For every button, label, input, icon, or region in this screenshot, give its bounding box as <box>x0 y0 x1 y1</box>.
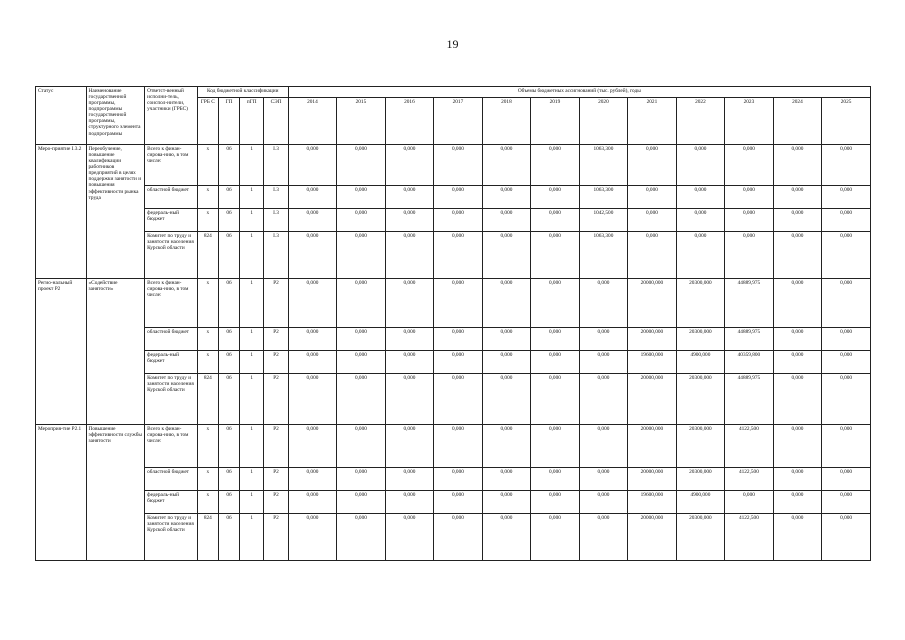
row-value: 20000,000 <box>628 425 677 468</box>
row-value: 0,000 <box>773 145 822 186</box>
row-value: 44889,975 <box>725 374 774 425</box>
row-code: х <box>197 468 218 491</box>
row-name: Повышение эффективности службы занятости <box>86 425 145 561</box>
row-code: х <box>197 186 218 209</box>
row-value: 0,000 <box>482 425 531 468</box>
row-value: 0,000 <box>531 351 580 374</box>
row-value: 0,000 <box>822 468 871 491</box>
row-responsible: федераль-ный бюджет <box>145 491 198 514</box>
row-code: Р2 <box>264 279 288 328</box>
budget-table <box>35 86 871 561</box>
row-code: 1 <box>240 209 264 232</box>
row-value: 20000,000 <box>628 328 677 351</box>
row-value: 0,000 <box>773 491 822 514</box>
row-code: 06 <box>218 351 239 374</box>
row-code: 06 <box>218 468 239 491</box>
row-value: 0,000 <box>822 425 871 468</box>
row-value: 0,000 <box>773 351 822 374</box>
row-value: 0,000 <box>337 425 386 468</box>
row-value: 0,000 <box>822 232 871 279</box>
table-row <box>36 145 871 186</box>
row-value: 0,000 <box>337 468 386 491</box>
row-value: 0,000 <box>288 425 337 468</box>
header-code-group: Код бюджетной классификации <box>197 87 288 98</box>
row-value: 0,000 <box>434 145 483 186</box>
row-value: 0,000 <box>385 351 434 374</box>
row-code: I.3 <box>264 232 288 279</box>
table-row <box>36 514 871 561</box>
row-value: 0,000 <box>822 145 871 186</box>
row-code: 1 <box>240 279 264 328</box>
row-value: 0,000 <box>579 351 628 374</box>
row-status: Мероприя-тие Р2.1 <box>36 425 87 561</box>
row-value: 0,000 <box>773 328 822 351</box>
row-value: 0,000 <box>628 209 677 232</box>
row-code: 06 <box>218 374 239 425</box>
row-value: 0,000 <box>385 425 434 468</box>
row-value: 0,000 <box>482 491 531 514</box>
row-code: 824 <box>197 232 218 279</box>
row-value: 0,000 <box>822 351 871 374</box>
header-responsible: Ответст-венный исполни-тель, соиспол-нители, участники (ГРБС) <box>145 87 198 145</box>
row-value: 0,000 <box>288 232 337 279</box>
row-value: 0,000 <box>482 514 531 561</box>
row-responsible: областной бюджет <box>145 468 198 491</box>
row-value: 0,000 <box>482 209 531 232</box>
row-value: 0,000 <box>434 425 483 468</box>
row-value: 0,000 <box>579 468 628 491</box>
row-code: 06 <box>218 186 239 209</box>
row-code: 1 <box>240 186 264 209</box>
header-year: 2014 <box>288 98 337 145</box>
row-value: 4122,500 <box>725 425 774 468</box>
row-status: Регио-нальный проект Р2 <box>36 279 87 425</box>
row-code: х <box>197 279 218 328</box>
row-value: 20000,000 <box>628 279 677 328</box>
header-year: 2015 <box>337 98 386 145</box>
row-value: 0,000 <box>822 186 871 209</box>
row-value: 0,000 <box>288 145 337 186</box>
row-value: 0,000 <box>434 328 483 351</box>
row-value: 0,000 <box>385 186 434 209</box>
row-code: 06 <box>218 279 239 328</box>
row-code: 1 <box>240 145 264 186</box>
table-body <box>36 145 871 561</box>
row-value: 0,000 <box>531 328 580 351</box>
row-value: 0,000 <box>676 145 725 186</box>
row-value: 0,000 <box>822 279 871 328</box>
row-value: 0,000 <box>337 186 386 209</box>
row-value: 0,000 <box>385 491 434 514</box>
row-value: 0,000 <box>773 279 822 328</box>
row-code: 06 <box>218 514 239 561</box>
row-responsible: федераль-ный бюджет <box>145 351 198 374</box>
row-code: 06 <box>218 425 239 468</box>
row-value: 19600,000 <box>628 351 677 374</box>
row-value: 0,000 <box>288 514 337 561</box>
row-code: I.3 <box>264 209 288 232</box>
row-value: 0,000 <box>773 425 822 468</box>
row-value: 0,000 <box>822 328 871 351</box>
table-row <box>36 425 871 468</box>
row-value: 0,000 <box>482 468 531 491</box>
row-value: 0,000 <box>579 514 628 561</box>
row-value: 19600,000 <box>628 491 677 514</box>
header-year: 2017 <box>434 98 483 145</box>
row-value: 0,000 <box>822 514 871 561</box>
row-value: 0,000 <box>628 186 677 209</box>
row-code: Р2 <box>264 491 288 514</box>
header-name: Наименование государственной программы, подпрограммы государственной программы, структурного элемента подпрограммы <box>86 87 145 145</box>
row-value: 0,000 <box>628 232 677 279</box>
row-value: 20300,000 <box>676 514 725 561</box>
table-row <box>36 468 871 491</box>
row-value: 0,000 <box>337 232 386 279</box>
row-value: 0,000 <box>288 328 337 351</box>
row-value: 0,000 <box>482 232 531 279</box>
header-code-col: пГП <box>240 98 264 145</box>
row-value: 0,000 <box>725 491 774 514</box>
row-responsible: областной бюджет <box>145 328 198 351</box>
row-value: 0,000 <box>482 145 531 186</box>
row-responsible: Комитет по труду и занятости населения Курской области <box>145 514 198 561</box>
row-value: 0,000 <box>773 209 822 232</box>
row-value: 40359,800 <box>725 351 774 374</box>
row-code: 824 <box>197 374 218 425</box>
row-value: 4122,500 <box>725 514 774 561</box>
header-year: 2020 <box>579 98 628 145</box>
row-value: 0,000 <box>531 279 580 328</box>
row-value: 0,000 <box>773 232 822 279</box>
row-value: 0,000 <box>337 374 386 425</box>
row-code: х <box>197 491 218 514</box>
header-status: Статус <box>36 87 87 145</box>
row-value: 4900,000 <box>676 351 725 374</box>
table-row <box>36 374 871 425</box>
row-value: 0,000 <box>725 209 774 232</box>
row-value: 0,000 <box>773 374 822 425</box>
row-value: 0,000 <box>288 186 337 209</box>
row-value: 0,000 <box>434 374 483 425</box>
row-value: 0,000 <box>434 514 483 561</box>
row-code: 06 <box>218 328 239 351</box>
page-number: 19 <box>446 37 459 51</box>
row-value: 0,000 <box>531 468 580 491</box>
row-responsible: Комитет по труду и занятости населения Курской области <box>145 232 198 279</box>
row-value: 0,000 <box>434 491 483 514</box>
row-name: Переобучение, повышение квалификации работников предприятий в целях поддержки занятости и повышения эффективности рынка труда <box>86 145 145 279</box>
row-code: Р2 <box>264 328 288 351</box>
row-value: 0,000 <box>434 351 483 374</box>
row-value: 4900,000 <box>676 491 725 514</box>
table-row <box>36 351 871 374</box>
row-code: 06 <box>218 232 239 279</box>
row-responsible: Всего к финан-сирова-нию, в том числе: <box>145 425 198 468</box>
row-code: I.3 <box>264 145 288 186</box>
row-value: 20300,000 <box>676 468 725 491</box>
row-value: 1042,500 <box>579 209 628 232</box>
row-value: 0,000 <box>288 351 337 374</box>
header-volumes-group: Объемы бюджетных ассигнований (тыс. рублей), годы <box>288 87 870 98</box>
row-code: Р2 <box>264 468 288 491</box>
row-value: 0,000 <box>337 279 386 328</box>
row-value: 0,000 <box>434 186 483 209</box>
row-value: 0,000 <box>434 209 483 232</box>
row-value: 0,000 <box>773 468 822 491</box>
row-responsible: Всего к финан-сирова-нию, в том числе: <box>145 145 198 186</box>
row-code: 06 <box>218 209 239 232</box>
row-value: 0,000 <box>579 491 628 514</box>
row-value: 0,000 <box>579 374 628 425</box>
row-value: 0,000 <box>288 468 337 491</box>
row-value: 0,000 <box>822 209 871 232</box>
header-year: 2018 <box>482 98 531 145</box>
row-value: 0,000 <box>531 186 580 209</box>
row-value: 1063,300 <box>579 232 628 279</box>
row-value: 0,000 <box>385 328 434 351</box>
row-value: 0,000 <box>385 232 434 279</box>
row-value: 0,000 <box>579 279 628 328</box>
row-value: 20300,000 <box>676 374 725 425</box>
row-code: 824 <box>197 514 218 561</box>
row-code: 1 <box>240 328 264 351</box>
row-value: 1063,300 <box>579 186 628 209</box>
row-value: 20000,000 <box>628 468 677 491</box>
header-year: 2023 <box>725 98 774 145</box>
row-value: 0,000 <box>482 374 531 425</box>
row-code: 06 <box>218 145 239 186</box>
row-value: 44889,975 <box>725 328 774 351</box>
row-code: 1 <box>240 232 264 279</box>
row-value: 0,000 <box>531 145 580 186</box>
header-code-col: СЭП <box>264 98 288 145</box>
row-value: 0,000 <box>482 328 531 351</box>
row-value: 0,000 <box>725 232 774 279</box>
row-code: х <box>197 351 218 374</box>
row-value: 0,000 <box>288 491 337 514</box>
row-value: 0,000 <box>288 279 337 328</box>
row-value: 0,000 <box>337 351 386 374</box>
row-value: 0,000 <box>385 514 434 561</box>
row-value: 0,000 <box>676 186 725 209</box>
row-code: 1 <box>240 468 264 491</box>
row-code: Р2 <box>264 351 288 374</box>
row-value: 20000,000 <box>628 374 677 425</box>
row-code: х <box>197 328 218 351</box>
row-code: х <box>197 425 218 468</box>
row-value: 0,000 <box>531 491 580 514</box>
row-value: 0,000 <box>385 209 434 232</box>
row-value: 0,000 <box>337 145 386 186</box>
row-value: 0,000 <box>773 186 822 209</box>
row-responsible: областной бюджет <box>145 186 198 209</box>
row-code: х <box>197 209 218 232</box>
header-year: 2016 <box>385 98 434 145</box>
row-responsible: Комитет по труду и занятости населения Курской области <box>145 374 198 425</box>
header-year: 2025 <box>822 98 871 145</box>
row-code: Р2 <box>264 374 288 425</box>
row-code: 1 <box>240 491 264 514</box>
row-value: 0,000 <box>337 328 386 351</box>
header-row-1 <box>36 87 871 98</box>
table-row <box>36 279 871 328</box>
row-value: 0,000 <box>531 232 580 279</box>
table-row <box>36 186 871 209</box>
row-value: 0,000 <box>434 232 483 279</box>
row-value: 4122,500 <box>725 468 774 491</box>
row-value: 0,000 <box>482 351 531 374</box>
row-value: 0,000 <box>385 468 434 491</box>
row-value: 20300,000 <box>676 279 725 328</box>
row-value: 0,000 <box>337 491 386 514</box>
table-row <box>36 209 871 232</box>
row-code: I.3 <box>264 186 288 209</box>
row-value: 0,000 <box>725 145 774 186</box>
row-name: «Содействие занятости» <box>86 279 145 425</box>
row-value: 0,000 <box>676 232 725 279</box>
header-year: 2024 <box>773 98 822 145</box>
header-year: 2021 <box>628 98 677 145</box>
header-year: 2022 <box>676 98 725 145</box>
row-value: 0,000 <box>822 491 871 514</box>
row-value: 0,000 <box>385 374 434 425</box>
row-value: 0,000 <box>288 374 337 425</box>
header-code-col: ГП <box>218 98 239 145</box>
row-value: 0,000 <box>385 279 434 328</box>
row-value: 0,000 <box>288 209 337 232</box>
row-value: 20000,000 <box>628 514 677 561</box>
row-value: 0,000 <box>822 374 871 425</box>
row-status: Меро-приятие I.3.2 <box>36 145 87 279</box>
row-code: Р2 <box>264 514 288 561</box>
row-responsible: Всего к финан-сирова-нию, в том числе: <box>145 279 198 328</box>
row-value: 0,000 <box>434 468 483 491</box>
table-row <box>36 491 871 514</box>
row-value: 0,000 <box>676 209 725 232</box>
row-value: 0,000 <box>531 514 580 561</box>
header-code-col: ГРБ С <box>197 98 218 145</box>
row-value: 0,000 <box>531 374 580 425</box>
row-value: 0,000 <box>385 145 434 186</box>
header-year: 2019 <box>531 98 580 145</box>
row-value: 0,000 <box>482 279 531 328</box>
row-code: 1 <box>240 351 264 374</box>
row-code: Р2 <box>264 425 288 468</box>
table-row <box>36 232 871 279</box>
row-code: х <box>197 145 218 186</box>
row-responsible: федераль-ный бюджет <box>145 209 198 232</box>
row-value: 0,000 <box>725 186 774 209</box>
row-value: 0,000 <box>531 209 580 232</box>
row-value: 20300,000 <box>676 328 725 351</box>
row-value: 0,000 <box>337 514 386 561</box>
row-value: 44889,975 <box>725 279 774 328</box>
row-value: 0,000 <box>482 186 531 209</box>
row-value: 0,000 <box>628 145 677 186</box>
row-code: 1 <box>240 374 264 425</box>
row-value: 0,000 <box>773 514 822 561</box>
table-row <box>36 328 871 351</box>
row-value: 0,000 <box>337 209 386 232</box>
row-code: 06 <box>218 491 239 514</box>
row-code: 1 <box>240 514 264 561</box>
row-value: 0,000 <box>434 279 483 328</box>
row-value: 0,000 <box>579 328 628 351</box>
row-value: 0,000 <box>531 425 580 468</box>
row-value: 0,000 <box>579 425 628 468</box>
row-value: 20300,000 <box>676 425 725 468</box>
row-value: 1063,300 <box>579 145 628 186</box>
row-code: 1 <box>240 425 264 468</box>
